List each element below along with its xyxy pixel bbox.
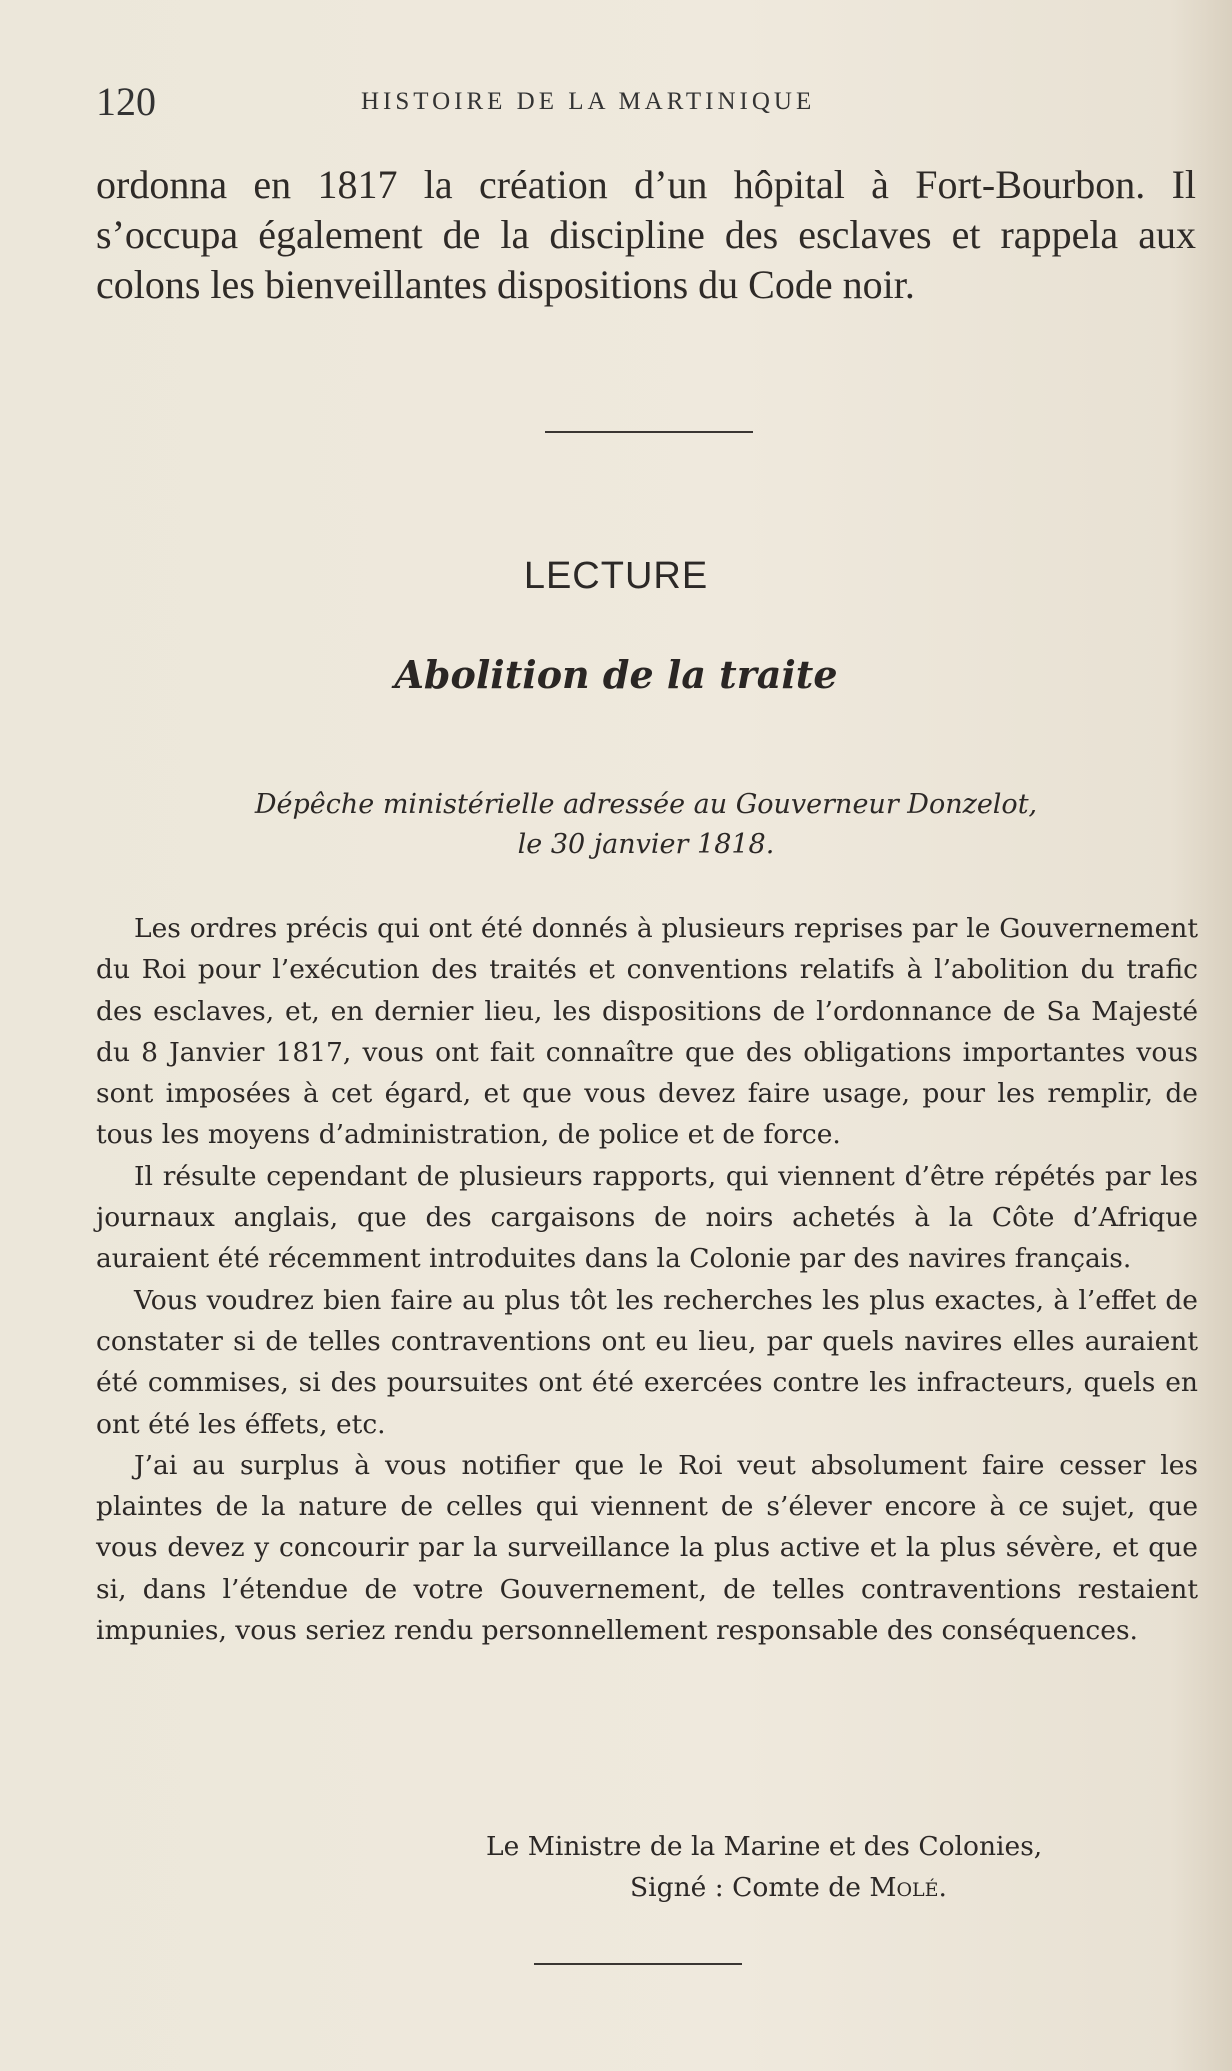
signature-block [96, 1826, 1198, 1908]
body-paragraph-4: J’ai au surplus à vous notifier que le Roi veut absolument faire cesser les plaintes de la nature de celles qui viennent de s’élever encore à ce sujet, que vous devez y concourir par la surveillance la plus active et la plus sévère, et que si, dans l’étendue de votre Gouvernement, de telles contraventions restaient impunies, vous seriez rendu personnellement responsable des conséquences. [96, 1449, 1198, 1647]
section-divider-top [545, 431, 753, 433]
body-paragraph-1: Les ordres précis qui ont été donnés à plusieurs reprises par le Gouvernement du Roi pour l’exécution des traités et conventions relatifs à l’abolition du trafic des esclaves, et, en dernier lieu, les dispositions de l’ordonnance de Sa Majesté du 8 Janvier 1817, vous ont fait connaître que des obligations importantes vous sont imposées à cet égard, et que vous devez faire usage, pour les remplir, de tous les moyens d’administration, de police et de force. [96, 913, 1198, 1151]
page-number: 120 [96, 79, 156, 124]
signature-prefix: Signé : Comte de [630, 1872, 870, 1903]
body-paragraph-2: Il résulte cependant de plusieurs rapports, qui viennent d’être répétés par les journaux anglais, que des cargaisons de noirs achetés à la Côte d’Afrique auraient été récemment introduites dans la Colonie par des navires français. [96, 1160, 1198, 1275]
dispatch-caption [96, 785, 1196, 865]
signature-title: Le Ministre de la Marine et des Colonies, [486, 1831, 1043, 1862]
dispatch-body [96, 908, 1198, 1651]
signature-suffix: . [938, 1872, 947, 1903]
dispatch-caption-line2: le 30 janvier 1818. [517, 829, 775, 860]
section-heading: LECTURE [523, 555, 709, 597]
body-paragraph-3: Vous voudrez bien faire au plus tôt les recherches les plus exactes, à l’effet de constater si de telles contraventions ont eu lieu, par quels navires elles auraient été commises, si des poursuites ont été exercées contre les infracteurs, quels en ont été les éffets, etc. [96, 1284, 1198, 1440]
section-title: Abolition de la traite [394, 652, 838, 697]
signature-name: Molé [869, 1872, 939, 1903]
intro-paragraph: ordonna en 1817 la création d’un hôpital à Fort-Bourbon. Il s’occupa également de la discipline des esclaves et rappela aux colons les bienveillantes dispositions du Code noir. [96, 162, 1196, 307]
section-divider-bottom [534, 1963, 742, 1965]
running-title: HISTOIRE DE LA MARTINIQUE [361, 88, 816, 115]
dispatch-caption-line1: Dépêche ministérielle adressée au Gouverneur Donzelot, [254, 789, 1038, 820]
page-header [96, 78, 1232, 122]
signature-signed [96, 1867, 1198, 1908]
